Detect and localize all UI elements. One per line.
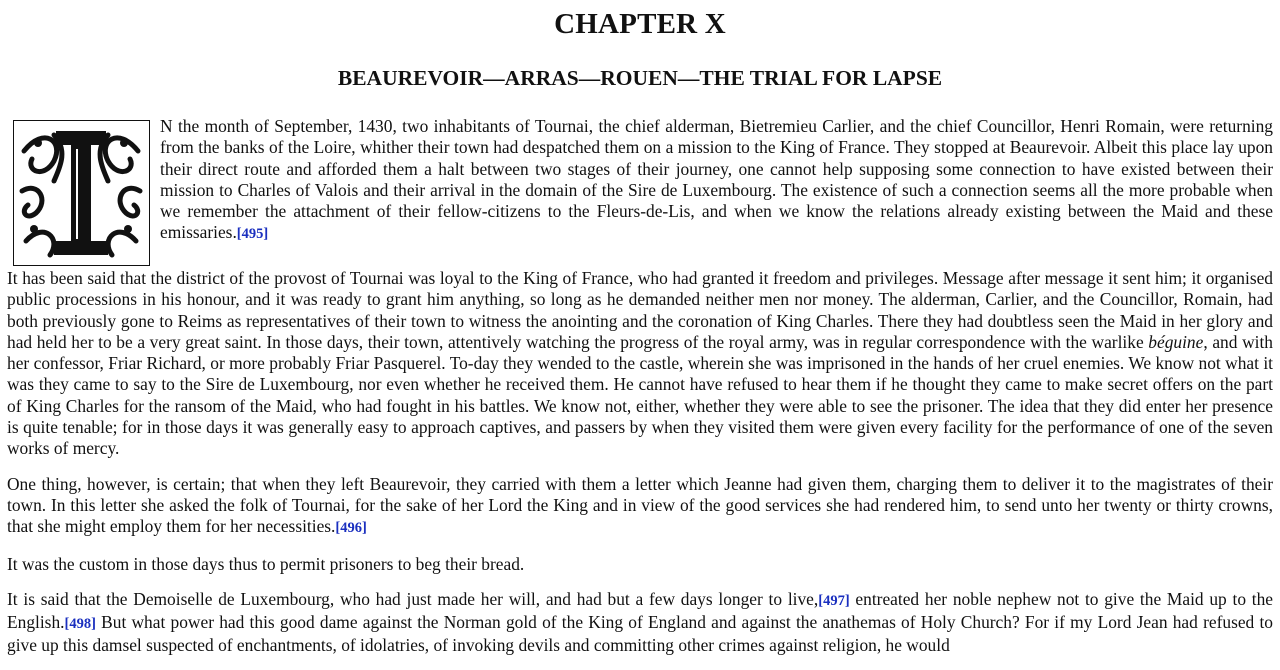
paragraph-2-text-b: , and with her confessor, Friar Richard, or more probably Friar Pasquerel. To-day they wended to the castle, wherein she was imprisoned in the hands of her cruel enemies. We know not what it was they came to say to the Sire de Luxembourg, nor even whether he received them. He cannot have refused to hear them if he thought they came to make secret offers on the part of King Charles for the ransom of the Maid, who had fought in his battles. We know not, either, whether they were able to see the prisoner. The idea that they did enter her presence is quite tenable; for in those days it was generally easy to approach captives, and passers by when they visited them were given every facility for the performance of one of the seven works of mercy. xyxy=(7,331,1273,459)
paragraph-5-text-b: entreated her noble nephew not to give the Maid up to the English. xyxy=(7,588,1273,633)
paragraph-2-text-a: It has been said that the district of the provost of Tournai was loyal to the King of France, who had granted it freedom and privileges. Message after message it sent him; it organised public processions in his honour, and it was ready to grant him anything, so long as he demanded neither men nor money. The alderman, Carlier, and the Councillor, Romain, had both previously gone to Reims as representatives of their town to witness the anointing and the coronation of King Charles. There they had doubtless seen the Maid in her glory and had held her to be a very great saint. In those days, their town, attentively watching the progress of the royal army, was in regular correspondence with the warlike xyxy=(7,268,1273,352)
footnote-ref-498[interactable]: [498] xyxy=(64,616,96,633)
footnote-ref-495[interactable]: [495] xyxy=(236,226,269,243)
paragraph-5-text-c: But what power had this good dame against the Norman gold of the King of England and against the anathemas of Holy Church? For if my Lord Jean had refused to give up this damsel suspected of enchantments, of idolatries, of invoking devils and committing other crimes against religion, he would xyxy=(7,612,1273,656)
ornamental-dropcap-icon xyxy=(13,120,150,266)
footnote-ref-497[interactable]: [497] xyxy=(818,592,850,609)
chapter-title: CHAPTER X xyxy=(554,8,726,40)
paragraph-2 xyxy=(7,268,1273,460)
paragraph-1 xyxy=(7,116,1273,246)
paragraph-3-text: One thing, however, is certain; that when they left Beaurevoir, they carried with them a letter which Jeanne had given them, charging them to deliver it to the magistrates of their town. In this letter she asked the folk of Tournai, for the sake of her Lord the King and in view of the good services she had rendered him, to send unto her twenty or thirty crowns, that she might employ them for her necessities. xyxy=(7,473,1273,537)
paragraph-4-text: It was the custom in those days thus to permit prisoners to beg their bread. xyxy=(7,553,525,574)
paragraph-4 xyxy=(7,554,1273,575)
chapter-body xyxy=(7,116,1273,670)
paragraph-2-italic: béguine xyxy=(1148,331,1204,352)
chapter-subtitle: BEAUREVOIR—ARRAS—ROUEN—THE TRIAL FOR LAPSE xyxy=(337,66,943,90)
paragraph-5 xyxy=(7,589,1273,657)
paragraph-1-text: N the month of September, 1430, two inhabitants of Tournai, the chief alderman, Bietremieu Carlier, and the chief Councillor, Henri Romain, were returning from the banks of the Loire, whither their town had despatched them on a mission to the King of France. They stopped at Beaurevoir. Albeit this place lay upon their direct route and afforded them a halt between two stages of their journey, one cannot help supposing some connection to have existed between their mission to Charles of Valois and their arrival in the domain of the Sire de Luxembourg. The existence of such a connection seems all the more probable when we remember the attachment of their fellow-citizens to the Fleurs-de-Lis, and when we know the relations already existing between the Maid and these emissaries. xyxy=(160,116,1273,243)
footnote-ref-496[interactable]: [496] xyxy=(335,520,367,537)
paragraph-5-text-a: It is said that the Demoiselle de Luxembourg, who had just made her will, and had but a few days longer to live, xyxy=(7,588,819,609)
paragraph-3 xyxy=(7,474,1273,540)
